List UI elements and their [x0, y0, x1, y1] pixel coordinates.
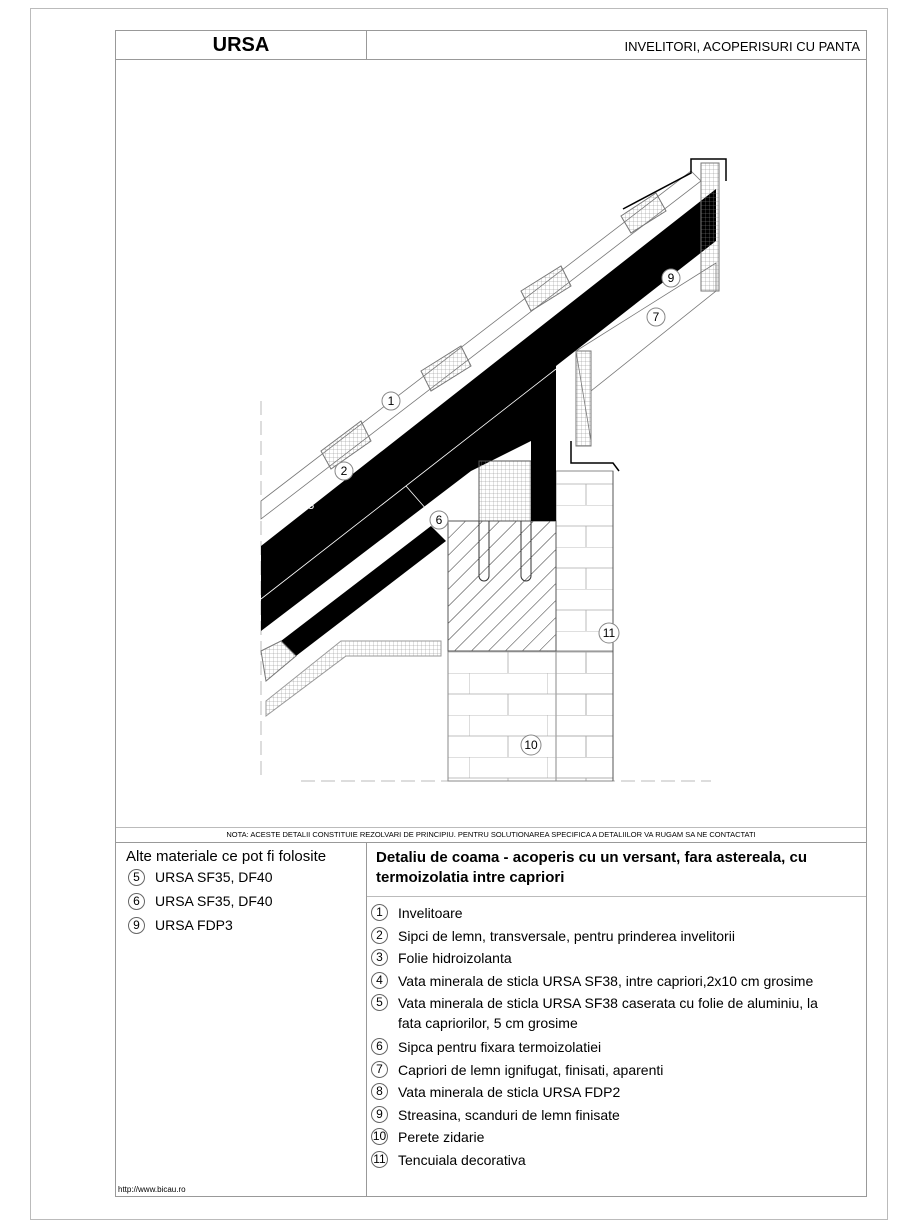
item-text: Sipca pentru fixara termoizolatiei: [398, 1039, 602, 1055]
legend-item: [371, 1105, 866, 1128]
svg-text:6: 6: [435, 513, 443, 527]
alternative-item: [128, 913, 366, 937]
svg-text:10: 10: [524, 738, 538, 752]
svg-text:1: 1: [387, 394, 395, 408]
item-number: 5: [128, 869, 145, 886]
item-text: Vata minerala de sticla URSA FDP2: [398, 1084, 621, 1100]
legend-title: Detaliu de coama - acoperis cu un versant, fara astereala, cu termoizolatia intre capriori: [376, 849, 808, 886]
legend-item: [371, 948, 866, 971]
item-number: 4: [371, 972, 388, 989]
svg-text:2: 2: [340, 464, 348, 478]
item-number: 5: [371, 994, 388, 1011]
item-text: Tencuiala decorativa: [398, 1151, 526, 1168]
legend-item: [371, 903, 866, 926]
item-number: 6: [128, 893, 145, 910]
item-number: 7: [371, 1061, 388, 1078]
brand-logo: URSA: [116, 31, 367, 59]
masonry-wall: [448, 651, 613, 781]
category-title: INVELITORI, ACOPERISURI CU PANTA: [624, 39, 860, 54]
legend-item: [371, 993, 866, 1037]
item-text: Vata minerala de sticla URSA SF38, intre capriori,2x10 cm grosime: [398, 972, 814, 989]
item-number: 11: [371, 1151, 388, 1168]
drawing-frame: [115, 30, 867, 1197]
fixing-batten: [479, 461, 531, 521]
legend: [367, 842, 866, 1196]
legend-item: [371, 1060, 866, 1083]
legend-item: [371, 1082, 866, 1105]
item-text: Capriori de lemn ignifugat, finisati, aparenti: [398, 1061, 664, 1078]
legend-item: [371, 1037, 866, 1060]
rafter-section: [448, 521, 556, 651]
callout-7: [647, 308, 665, 326]
alternatives-title: Alte materiale ce pot fi folosite: [126, 848, 327, 865]
svg-text:11: 11: [602, 626, 616, 640]
item-text: URSA SF35, DF40: [155, 893, 273, 909]
svg-text:7: 7: [652, 310, 660, 324]
item-text: URSA FDP3: [155, 917, 233, 933]
fascia-board: [701, 163, 719, 291]
legend-item: [371, 1127, 866, 1150]
item-text: Vata minerala de sticla URSA SF38 caserata cu folie de aluminiu, la fata capriorilor, 5 cm grosime: [398, 995, 818, 1031]
callout-9: [662, 269, 680, 287]
legend-item: [371, 926, 866, 949]
callout-1: [382, 392, 400, 410]
technical-drawing: [116, 60, 866, 827]
item-text: Invelitoare: [398, 905, 463, 921]
svg-text:3: 3: [307, 498, 315, 512]
item-number: 3: [371, 949, 388, 966]
item-number: 1: [371, 904, 388, 921]
website-url: http://www.bicau.ro: [118, 1185, 186, 1194]
alternative-item: [128, 865, 366, 889]
ridge-detail-drawing: [116, 60, 866, 827]
legend-item: [371, 1150, 866, 1173]
item-text: Folie hidroizolanta: [398, 950, 512, 966]
item-number: 2: [371, 927, 388, 944]
item-text: Perete zidarie: [398, 1129, 485, 1145]
callout-2: [335, 462, 353, 480]
item-number: 6: [371, 1038, 388, 1055]
item-number: 9: [371, 1106, 388, 1123]
item-text: Sipci de lemn, transversale, pentru prinderea invelitorii: [398, 927, 735, 944]
callout-3: [308, 498, 315, 512]
disclaimer-note: NOTA: ACESTE DETALII CONSTITUIE REZOLVARI DE PRINCIPIU. PENTRU SOLUTIONAREA SPECIFICA A DETALIILOR VA RUGAM SA NE CONTACTATI: [116, 827, 866, 843]
item-text: URSA SF35, DF40: [155, 869, 273, 885]
item-number: 8: [371, 1083, 388, 1100]
callout-11: [599, 623, 619, 643]
item-number: 9: [128, 917, 145, 934]
title-block: [116, 31, 866, 60]
alternative-materials: [116, 842, 367, 1196]
item-text: Streasina, scanduri de lemn finisate: [398, 1106, 620, 1123]
callout-6: [430, 511, 448, 529]
callout-10: [521, 735, 541, 755]
legend-item: [371, 971, 866, 994]
item-number: 10: [372, 1129, 387, 1143]
svg-text:9: 9: [667, 271, 675, 285]
alternative-item: [128, 889, 366, 913]
